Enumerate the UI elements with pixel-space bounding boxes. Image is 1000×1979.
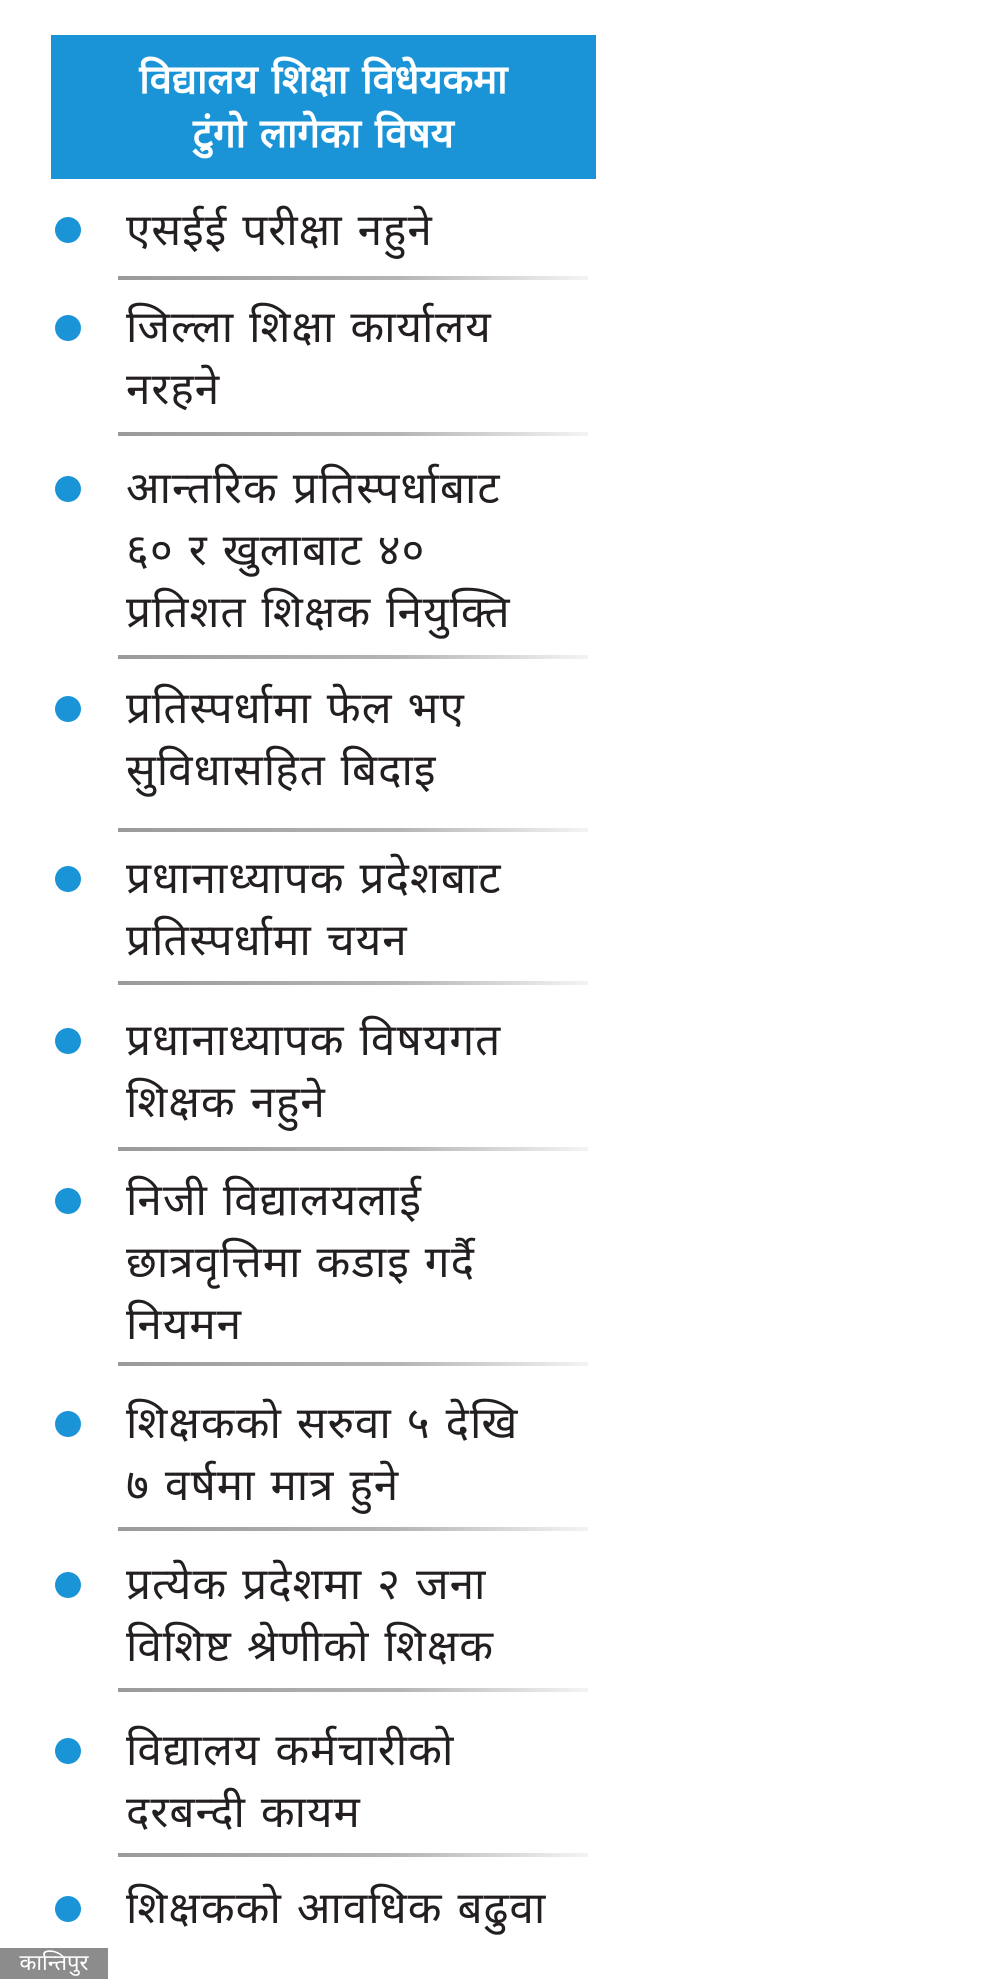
list-item-line: प्रत्येक प्रदेशमा २ जना: [126, 1559, 487, 1610]
list-item-line: प्रतिस्पर्धामा चयन: [126, 915, 408, 966]
list-item-line: ७ वर्षमा मात्र हुने: [126, 1460, 400, 1511]
list-item-line: निजी विद्यालयलाई: [126, 1175, 423, 1226]
item-divider: [118, 1853, 588, 1857]
list-item-line: प्रधानाध्यापक प्रदेशबाट: [126, 853, 502, 904]
list-item-line: विद्यालय कर्मचारीको: [126, 1725, 455, 1776]
list-item-text: [126, 1170, 606, 1356]
list-item-line: दरबन्दी कायम: [126, 1787, 361, 1838]
list-item-line: आन्तरिक प्रतिस्पर्धाबाट: [126, 463, 501, 514]
list-item-line: सुविधासहित बिदाइ: [126, 745, 437, 796]
item-divider: [118, 828, 588, 832]
list-item-line: प्रतिस्पर्धामा फेल भए: [126, 683, 465, 734]
title-line-2: टुंगो लागेका विषय: [193, 111, 454, 157]
list-item-text: [126, 678, 606, 802]
bullet-dot-icon: [55, 476, 81, 502]
list-item-text: [126, 1720, 606, 1844]
list-item-line: शिक्षकको आवधिक बढुवा: [126, 1883, 547, 1934]
bullet-dot-icon: [55, 1896, 81, 1922]
list-item-text: [126, 1554, 606, 1678]
bullet-dot-icon: [55, 217, 81, 243]
list-item-line: प्रतिशत शिक्षक नियुक्ति: [126, 587, 511, 638]
list-item-text: [126, 458, 606, 644]
list-item-line: शिक्षकको सरुवा ५ देखि: [126, 1398, 519, 1449]
list-item-line: जिल्ला शिक्षा कार्यालय: [126, 302, 492, 353]
bullet-dot-icon: [55, 315, 81, 341]
bullet-dot-icon: [55, 696, 81, 722]
logo-text: कान्तिपुर: [19, 1950, 89, 1976]
item-divider: [118, 981, 588, 985]
list-item-text: [126, 1393, 606, 1517]
item-divider: [118, 1147, 588, 1151]
list-item-line: छात्रवृत्तिमा कडाइ गर्दै: [126, 1237, 475, 1288]
list-item-text: [126, 297, 606, 421]
list-item-line: प्रधानाध्यापक विषयगत: [126, 1015, 502, 1066]
item-divider: [118, 276, 588, 280]
list-item-line: शिक्षक नहुने: [126, 1077, 326, 1128]
item-divider: [118, 655, 588, 659]
item-divider: [118, 1362, 588, 1366]
list-item-line: नरहने: [126, 364, 221, 415]
list-item-text: [126, 848, 606, 972]
bullet-dot-icon: [55, 1738, 81, 1764]
item-divider: [118, 1527, 588, 1531]
list-item-line: एसईई परीक्षा नहुने: [126, 205, 433, 256]
list-item-text: [126, 200, 606, 262]
bullet-dot-icon: [55, 1411, 81, 1437]
list-item-text: [126, 1010, 606, 1134]
bullet-dot-icon: [55, 1188, 81, 1214]
bullet-dot-icon: [55, 1028, 81, 1054]
item-divider: [118, 1688, 588, 1692]
item-divider: [118, 432, 588, 436]
list-item-line: विशिष्ट श्रेणीको शिक्षक: [126, 1621, 495, 1672]
list-item-line: ६० र खुलाबाट ४०: [126, 525, 426, 576]
list-item-line: नियमन: [126, 1299, 243, 1350]
bullet-dot-icon: [55, 866, 81, 892]
list-item-text: [126, 1878, 606, 1940]
bullet-dot-icon: [55, 1572, 81, 1598]
kantipur-logo: [0, 1948, 108, 1979]
title-line-1: विद्यालय शिक्षा विधेयकमा: [139, 57, 508, 103]
